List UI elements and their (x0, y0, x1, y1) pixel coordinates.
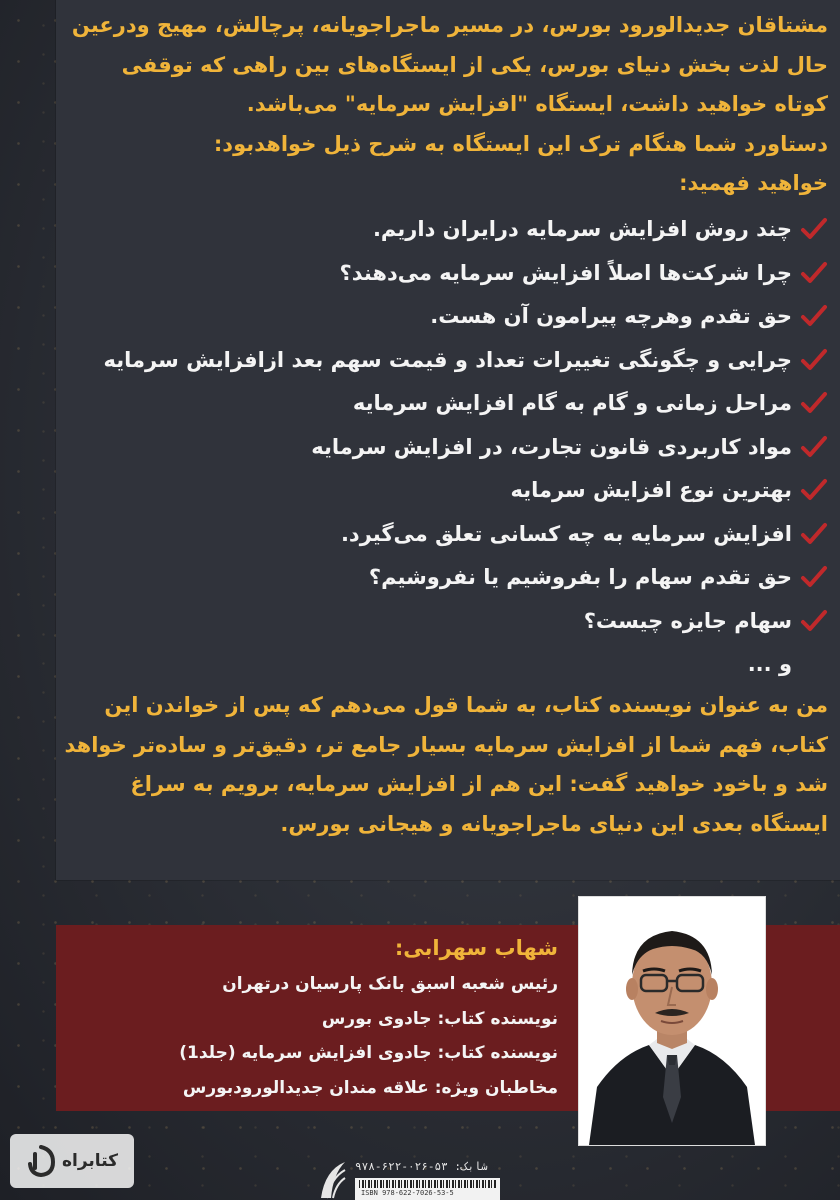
list-item (58, 208, 828, 252)
list-item-text: چرا شرکت‌ها اصلاً افزایش سرمایه می‌دهند؟ (339, 260, 792, 285)
list-item-text: حق تقدم سهام را بفروشیم یا نفروشیم؟ (368, 565, 792, 590)
list-end (58, 643, 828, 687)
ketabrah-logo (10, 1134, 134, 1188)
list-end-text: و ... (747, 652, 792, 677)
author-portrait-illustration (579, 897, 765, 1145)
barcode (355, 1178, 500, 1200)
list-item (58, 251, 828, 295)
checkmark-icon (800, 607, 828, 635)
list-heading: خواهید فهمید: (679, 171, 828, 195)
closing-line-2: کتاب، فهم شما از افزایش سرمایه بسیار جامع تر، دقیق‌تر و ساده‌تر خواهد (64, 732, 828, 757)
list-item (58, 469, 828, 513)
description-panel (56, 0, 840, 880)
list-item (58, 556, 828, 600)
list-item-text: حق تقدم وهرچه پیرامون آن هست. (430, 304, 792, 329)
list-item-text: مواد کاربردی قانون تجارت، در افزایش سرمایه (311, 434, 792, 459)
barcode-bars (359, 1180, 496, 1188)
list-item-text: سهام جایزه چیست؟ (583, 608, 792, 633)
list-item-text: بهترین نوع افزایش سرمایه (510, 478, 792, 503)
list-item-text: چرایی و چگونگی تغییرات تعداد و قیمت سهم بعد ازافزایش سرمایه (103, 347, 792, 372)
list-item-text: چند روش افزایش سرمایه درایران داریم. (372, 217, 792, 242)
list-item (58, 512, 828, 556)
checkmark-icon (800, 389, 828, 417)
barcode-number: ISBN 978-622-7026-53-5 (361, 1189, 454, 1197)
author-line: نویسنده کتاب: جادوی افزایش سرمایه (جلد1) (179, 1043, 558, 1063)
closing-line-3: شد و باخود خواهید گفت: این هم از افزایش سرمایه، برویم به سراغ (130, 772, 828, 796)
checkmark-icon (800, 433, 828, 461)
isbn-text: شابک: ۵۳-۰۲۶-۶۲۲-۹۷۸ (355, 1160, 488, 1173)
list-item-text: مراحل زمانی و گام به گام افزایش سرمایه (352, 391, 792, 416)
publisher-mark-icon (315, 1158, 349, 1200)
intro-line-2: حال لذت بخش دنیای بورس، یکی از ایستگاه‌های بین راهی که توقفی (121, 52, 828, 77)
description-text (58, 6, 828, 844)
checkmark-icon (800, 215, 828, 243)
author-line: مخاطبان ویژه: علاقه مندان جدیدالورودبورس (182, 1077, 558, 1098)
author-photo (578, 896, 766, 1146)
author-line: نویسنده کتاب: جادوی بورس (321, 1008, 558, 1029)
checkmark-icon (800, 563, 828, 591)
list-item (58, 295, 828, 339)
author-line: رئیس شعبه اسبق بانک پارسیان درتهران (222, 974, 558, 994)
ketabrah-logo-icon (26, 1144, 56, 1178)
author-name: شهاب سهرابی: (394, 936, 558, 960)
list-item (58, 425, 828, 469)
author-bio-text (179, 929, 558, 1105)
checkmark-icon (800, 520, 828, 548)
benefits-list (58, 208, 828, 687)
logo-text: کتابراه (61, 1151, 119, 1171)
intro-line-1: مشتاقان جدیدالورود بورس، در مسیر ماجراجویانه، پرچالش، مهیج ودرعین (71, 13, 828, 37)
closing-line-1: من به عنوان نویسنده کتاب، به شما قول می‌دهم که پس از خواندن این (104, 693, 828, 717)
list-item-text: افزایش سرمایه به چه کسانی تعلق می‌گیرد. (340, 521, 792, 546)
barcode-area (315, 1158, 505, 1200)
intro-line-3: کوتاه خواهید داشت، ایستگاه "افزایش سرمایه" می‌باشد. (246, 92, 828, 116)
closing-line-4: ایستگاه بعدی این دنیای ماجراجویانه و هیجانی بورس. (280, 811, 828, 836)
achievement-line: دستاورد شما هنگام ترک این ایستگاه به شرح ذیل خواهدبود: (213, 131, 828, 156)
checkmark-icon (800, 476, 828, 504)
list-item (58, 599, 828, 643)
checkmark-icon (800, 346, 828, 374)
list-item (58, 382, 828, 426)
checkmark-icon (800, 259, 828, 287)
list-item (58, 338, 828, 382)
checkmark-icon (800, 302, 828, 330)
